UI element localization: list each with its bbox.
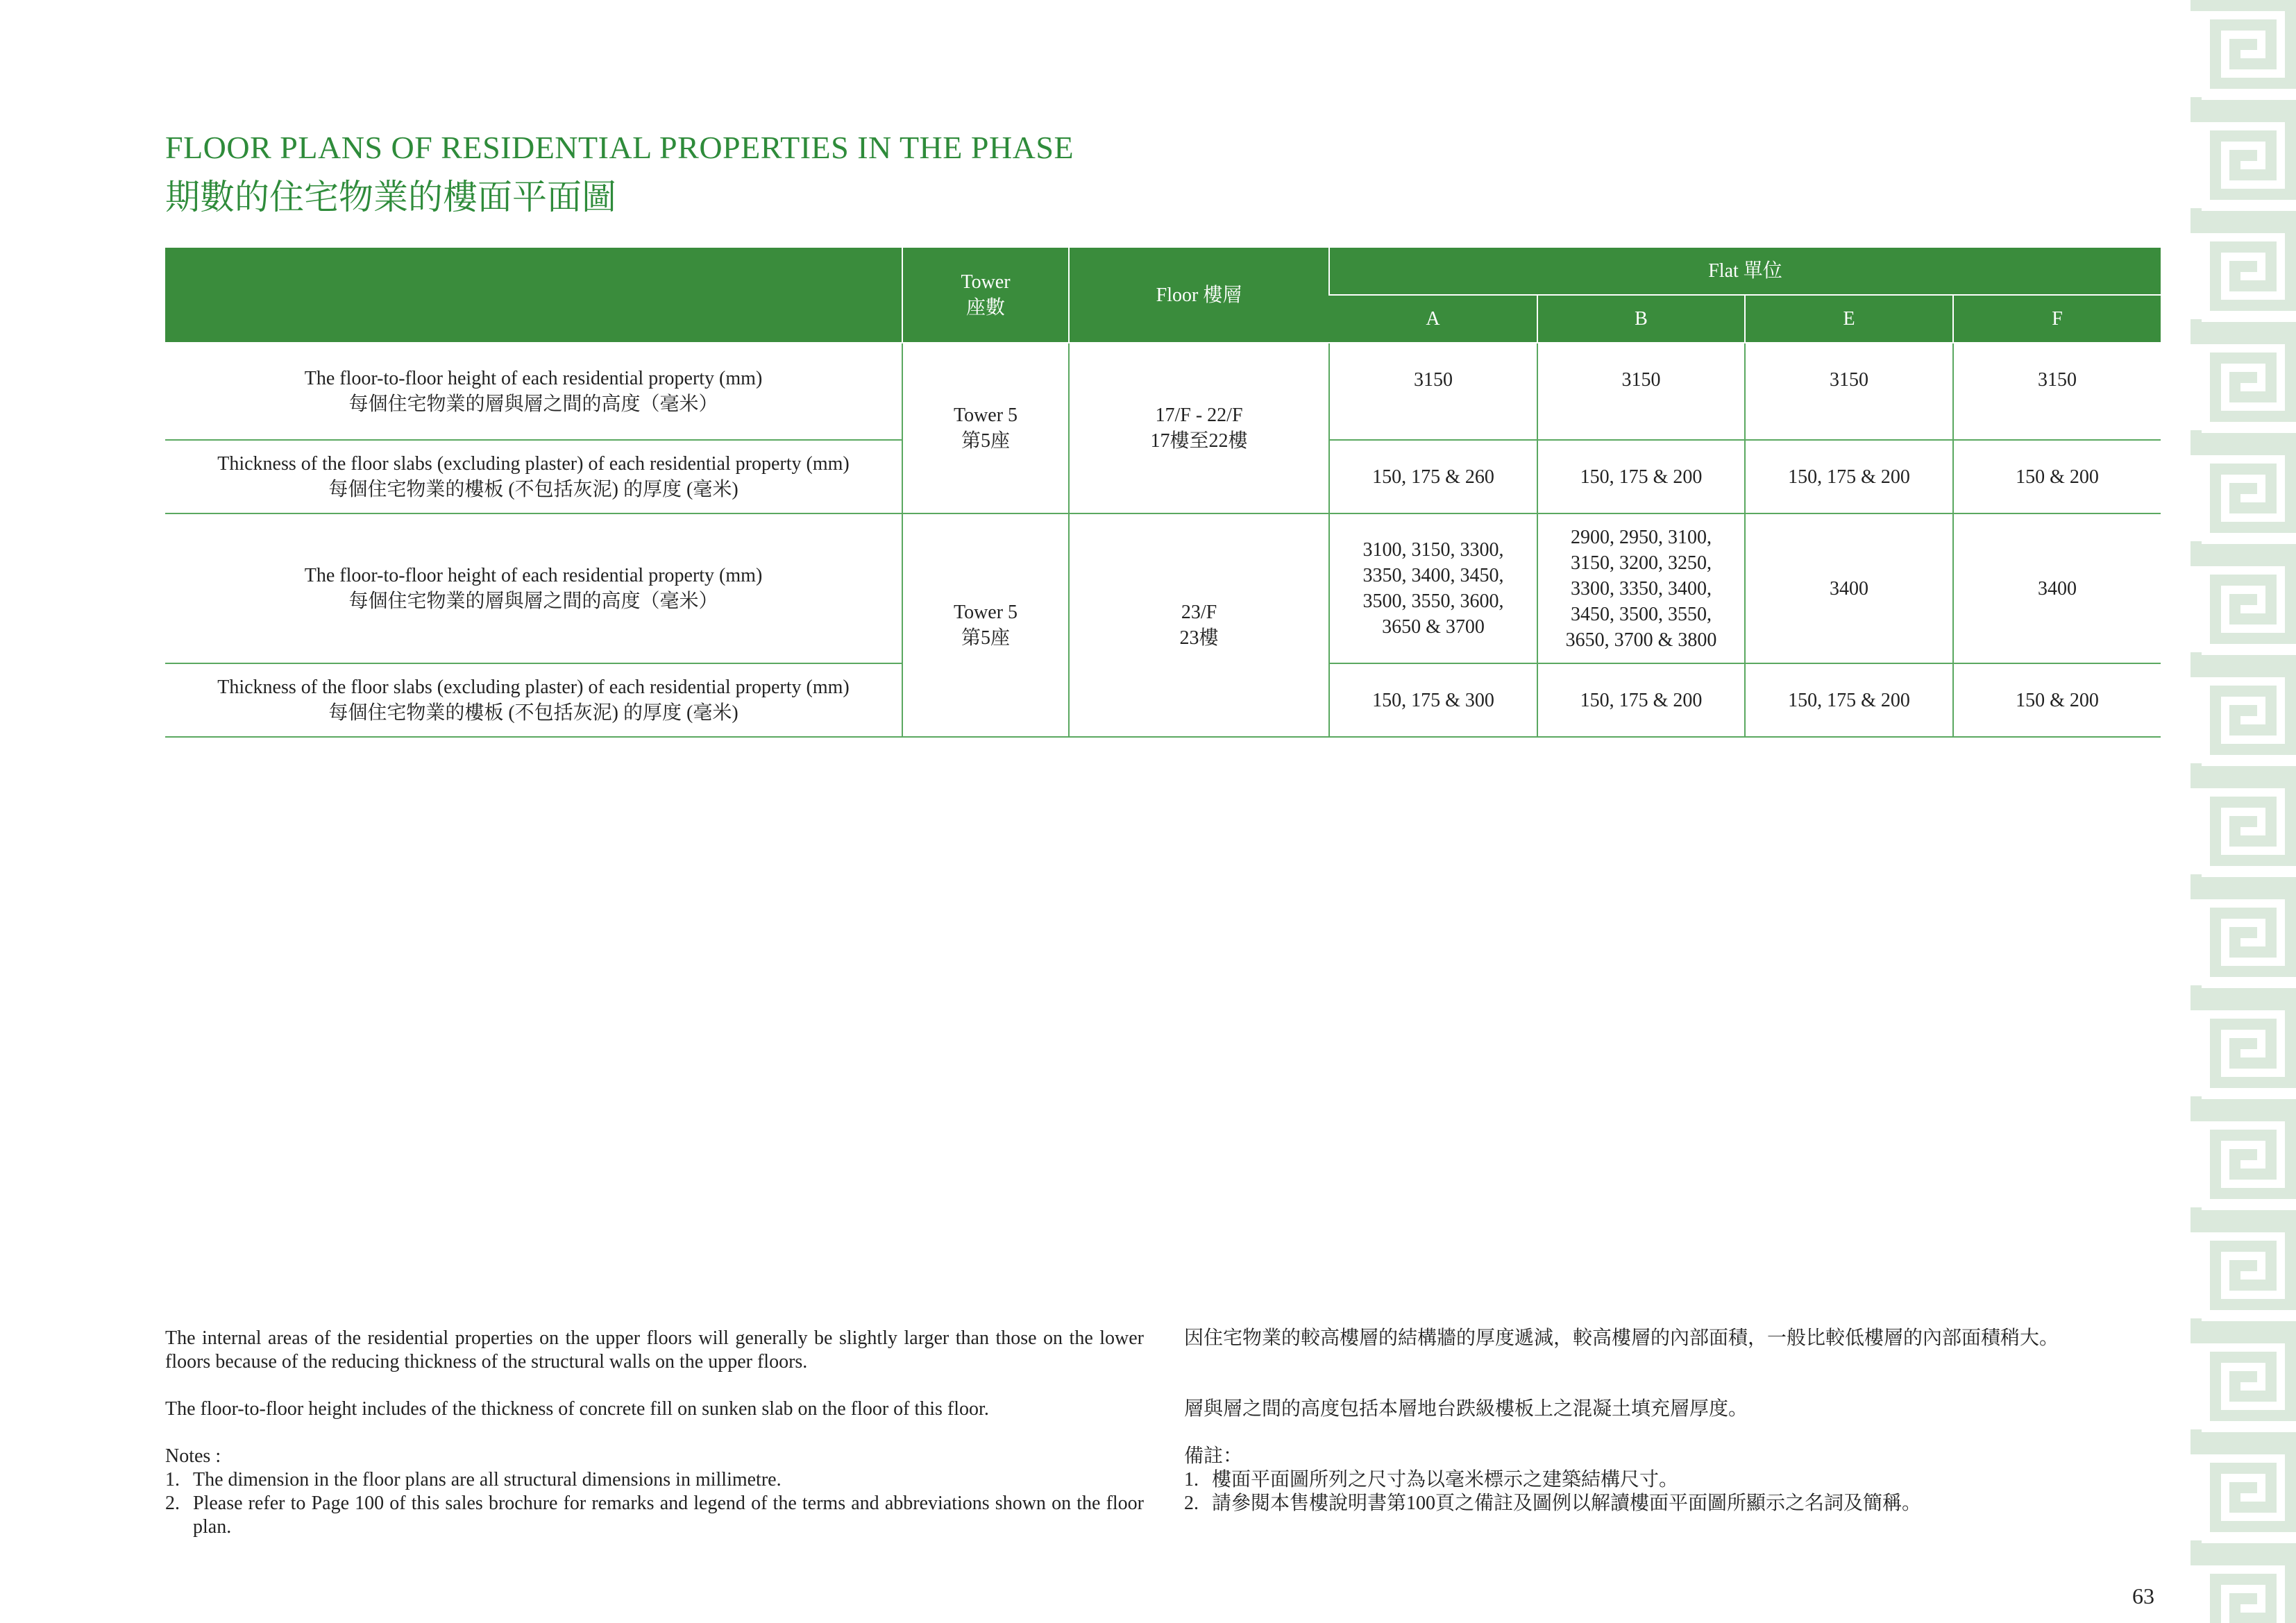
slab-value-a: 150, 175 & 300 [1329, 663, 1537, 737]
slab-value-f: 150 & 200 [1953, 440, 2161, 513]
floor-height-table [165, 248, 2161, 738]
list-text: The dimension in the floor plans are all structural dimensions in millimetre. [193, 1469, 782, 1490]
header-tower-zh: 座數 [965, 297, 1005, 318]
list-number: 2. [165, 1493, 180, 1514]
list-number: 1. [1184, 1469, 1199, 1490]
height-label-en: The floor-to-floor height of each residential property (mm) [304, 368, 763, 389]
list-number: 2. [1184, 1493, 1199, 1514]
notes-chinese [1184, 1327, 2170, 1515]
height-value-a: 3150 [1329, 343, 1537, 440]
table-row [165, 513, 2161, 663]
list-number: 1. [165, 1469, 180, 1490]
height-value-line: 2900, 2950, 3100, [1571, 526, 1712, 548]
height-value-b: 3150 [1537, 343, 1745, 440]
height-value-line: 3400 [1830, 577, 1868, 600]
slab-value-e: 150, 175 & 200 [1745, 663, 1953, 737]
floor-cell [1069, 343, 1329, 513]
page-number: 63 [2132, 1583, 2154, 1608]
floor-zh: 23樓 [1179, 627, 1219, 649]
slab-value-b: 150, 175 & 200 [1537, 440, 1745, 513]
slab-label-cell [165, 663, 902, 737]
height-value-line: 3150, 3200, 3250, [1571, 552, 1712, 574]
border-pattern-fill [2191, 0, 2296, 1623]
floor-en: 17/F - 22/F [1155, 405, 1243, 426]
header-flat-f: F [1953, 295, 2161, 343]
notes-heading: Notes : [165, 1445, 221, 1467]
slab-value-a: 150, 175 & 260 [1329, 440, 1537, 513]
slab-label-en: Thickness of the floor slabs (excluding plaster) of each residential property (mm) [217, 677, 850, 698]
tower-cell [902, 343, 1069, 513]
list-text: Please refer to Page 100 of this sales brochure for remarks and legend of the terms and abbreviations shown on the floor plan. [193, 1493, 1144, 1538]
header-flat-b: B [1537, 295, 1745, 343]
height-value-line: 3500, 3550, 3600, [1362, 590, 1504, 612]
height-value-line: 3650, 3700 & 3800 [1565, 629, 1717, 651]
header-tower-en: Tower [961, 271, 1011, 293]
page-title-chinese: 期數的住宅物業的樓面平面圖 [165, 178, 616, 216]
notes-heading: 備註： [1184, 1445, 1243, 1467]
height-label-zh: 每個住宅物業的層與層之間的高度（毫米） [348, 393, 718, 415]
height-value-line: 3400 [2038, 577, 2077, 600]
tower-en: Tower 5 [953, 405, 1018, 426]
height-label-en: The floor-to-floor height of each residential property (mm) [304, 565, 763, 586]
tower-en: Tower 5 [953, 602, 1018, 623]
floor-en: 23/F [1181, 602, 1217, 623]
note-paragraph: The floor-to-floor height includes of the thickness of concrete fill on sunken slab on the floor of this floor. [165, 1398, 989, 1420]
notes-list [1184, 1468, 2170, 1515]
table-row [165, 343, 2161, 440]
tower-zh: 第5座 [961, 627, 1010, 649]
header-flat-a: A [1329, 295, 1537, 343]
height-value-line: 3300, 3350, 3400, [1571, 577, 1712, 600]
height-value-f: 3150 [1953, 343, 2161, 440]
slab-label-zh: 每個住宅物業的樓板 (不包括灰泥) 的厚度 (毫米) [328, 702, 738, 724]
list-item [1184, 1468, 2170, 1492]
floor-zh: 17樓至22樓 [1150, 430, 1248, 452]
height-label-zh: 每個住宅物業的層與層之間的高度（毫米） [348, 590, 718, 612]
page-title: FLOOR PLANS OF RESIDENTIAL PROPERTIES IN THE PHASE [165, 130, 1074, 165]
height-value-line: 3450, 3500, 3550, [1571, 603, 1712, 625]
greek-key-border [2191, 0, 2296, 1623]
notes-english [165, 1327, 1144, 1539]
height-value-a [1329, 513, 1537, 663]
header-tower [902, 248, 1069, 343]
slab-label-zh: 每個住宅物業的樓板 (不包括灰泥) 的厚度 (毫米) [328, 479, 738, 500]
note-paragraph: 層與層之間的高度包括本層地台跌級樓板上之混凝土填充層厚度。 [1184, 1398, 1748, 1420]
header-flat: Flat 單位 [1329, 248, 2161, 295]
tower-cell [902, 513, 1069, 737]
header-blank-cell [165, 248, 902, 343]
note-paragraph: 因住宅物業的較高樓層的結構牆的厚度遞減，較高樓層的內部面積，一般比較低樓層的內部面積稍大。 [1184, 1327, 2059, 1349]
note-paragraph: The internal areas of the residential properties on the upper floors will generally be slightly larger than those on the lower floors because of the reducing thickness of the structural walls on the upper floors. [165, 1327, 1144, 1373]
slab-label-cell [165, 440, 902, 513]
height-label-cell [165, 343, 902, 440]
tower-zh: 第5座 [961, 430, 1010, 452]
list-text: 請參閱本售樓說明書第100頁之備註及圖例以解讀樓面平面圖所顯示之名詞及簡稱。 [1212, 1493, 1922, 1514]
list-item [165, 1492, 1144, 1539]
height-value-line: 3650 & 3700 [1382, 616, 1485, 638]
header-flat-e: E [1745, 295, 1953, 343]
slab-value-e: 150, 175 & 200 [1745, 440, 1953, 513]
header-floor: Floor 樓層 [1069, 248, 1329, 343]
list-item [1184, 1492, 2170, 1515]
height-value-e [1745, 513, 1953, 663]
slab-value-f: 150 & 200 [1953, 663, 2161, 737]
notes-list [165, 1468, 1144, 1539]
list-text: 樓面平面圖所列之尺寸為以毫米標示之建築結構尺寸。 [1212, 1469, 1679, 1490]
height-label-cell [165, 513, 902, 663]
height-value-e: 3150 [1745, 343, 1953, 440]
height-value-b [1537, 513, 1745, 663]
slab-value-b: 150, 175 & 200 [1537, 663, 1745, 737]
floor-cell [1069, 513, 1329, 737]
height-value-f [1953, 513, 2161, 663]
height-value-line: 3100, 3150, 3300, [1362, 539, 1504, 561]
list-item [165, 1468, 1144, 1492]
slab-label-en: Thickness of the floor slabs (excluding plaster) of each residential property (mm) [217, 453, 850, 475]
height-value-line: 3350, 3400, 3450, [1362, 565, 1504, 586]
